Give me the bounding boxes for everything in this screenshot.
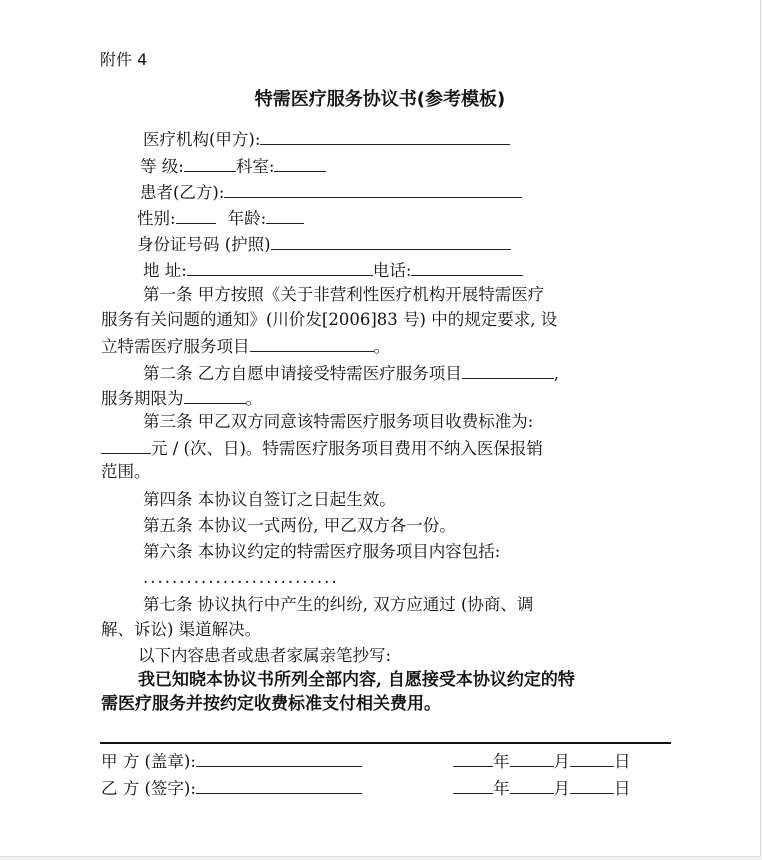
article-7-line-2: 解、诉讼) 渠道解决。 <box>101 620 262 639</box>
gender-label: 性别: <box>137 209 176 228</box>
party-a-day-blank[interactable] <box>570 750 614 767</box>
institution-label: 医疗机构(甲方): <box>143 130 261 149</box>
party-b-label: 乙 方 (签字): <box>101 779 196 798</box>
fee-blank[interactable] <box>101 437 151 454</box>
article-4: 第四条 本协议自签订之日起生效。 <box>143 490 396 509</box>
divider-line <box>100 742 671 744</box>
article-1-line-2: 服务有关问题的通知》(川价发[2006]83 号) 中的规定要求, 设 <box>101 310 558 329</box>
article-1-line-3: 立特需医疗服务项目 。 <box>101 337 390 356</box>
phone-label: 电话: <box>372 261 412 280</box>
party-a-date: 年 月 日 <box>453 750 631 772</box>
article-6: 第六条 本协议约定的特需医疗服务项目内容包括: <box>143 542 501 561</box>
party-a-month-blank[interactable] <box>510 750 554 767</box>
document-title: 特需医疗服务协议书(参考模板) <box>254 89 506 110</box>
age-label: 年龄: <box>227 209 267 228</box>
id-blank[interactable] <box>271 233 511 250</box>
department-blank[interactable] <box>274 155 326 172</box>
party-a-year-blank[interactable] <box>453 750 493 767</box>
article-6-dots: ........................... <box>143 568 339 587</box>
party-b-year-blank[interactable] <box>453 777 493 794</box>
handwrite-intro: 以下内容患者或患者家属亲笔抄写: <box>138 646 392 665</box>
article-5: 第五条 本协议一式两份, 甲乙双方各一份。 <box>143 516 456 535</box>
gender-blank[interactable] <box>176 207 216 224</box>
party-a-row <box>101 750 362 772</box>
article-7-line-1: 第七条 协议执行中产生的纠纷, 双方应通过 (协商、调 <box>143 595 534 614</box>
project-blank[interactable] <box>250 335 374 352</box>
attachment-label: 附件 4 <box>100 50 148 69</box>
grade-blank[interactable] <box>184 155 236 172</box>
party-b-month-blank[interactable] <box>510 777 554 794</box>
statement-line-1: 我已知晓本协议书所列全部内容, 自愿接受本协议约定的特 <box>138 670 575 690</box>
article-1-line-1: 第一条 甲方按照《关于非营利性医疗机构开展特需医疗 <box>143 285 545 304</box>
institution-row <box>143 128 510 150</box>
party-b-date: 年 月 日 <box>453 777 631 799</box>
phone-blank[interactable] <box>411 259 523 276</box>
id-label: 身份证号码 (护照) <box>137 235 271 254</box>
party-a-seal-blank[interactable] <box>196 750 362 767</box>
party-b-sign-blank[interactable] <box>196 777 362 794</box>
address-row <box>143 259 523 281</box>
applied-project-blank[interactable] <box>462 362 554 379</box>
patient-blank[interactable] <box>224 181 522 198</box>
gender-age-row <box>137 207 304 229</box>
article-3-line-1: 第三条 甲乙双方同意该特需医疗服务项目收费标准为: <box>143 412 534 431</box>
institution-blank[interactable] <box>260 128 510 145</box>
party-b-day-blank[interactable] <box>570 777 614 794</box>
department-label: 科室: <box>235 157 275 176</box>
service-period-blank[interactable] <box>184 387 246 404</box>
patient-label: 患者(乙方): <box>140 183 225 202</box>
party-b-row <box>101 777 362 799</box>
age-blank[interactable] <box>266 207 304 224</box>
article-2-line-2: 服务期限为 。 <box>101 389 262 408</box>
address-label: 地 址: <box>143 261 187 280</box>
article-2-line-1: 第二条 乙方自愿申请接受特需医疗服务项目 , <box>143 364 559 383</box>
party-a-label: 甲 方 (盖章): <box>101 752 196 771</box>
address-blank[interactable] <box>187 259 373 276</box>
article-3-line-3: 范围。 <box>101 462 151 481</box>
article-3-line-2: 元 / (次、日)。特需医疗服务项目费用不纳入医保报销 <box>101 437 543 459</box>
statement-line-2: 需医疗服务并按约定收费标准支付相关费用。 <box>101 694 441 714</box>
grade-label: 等 级: <box>140 157 184 176</box>
grade-row <box>140 155 326 177</box>
patient-row <box>140 181 522 203</box>
id-row <box>137 233 511 255</box>
